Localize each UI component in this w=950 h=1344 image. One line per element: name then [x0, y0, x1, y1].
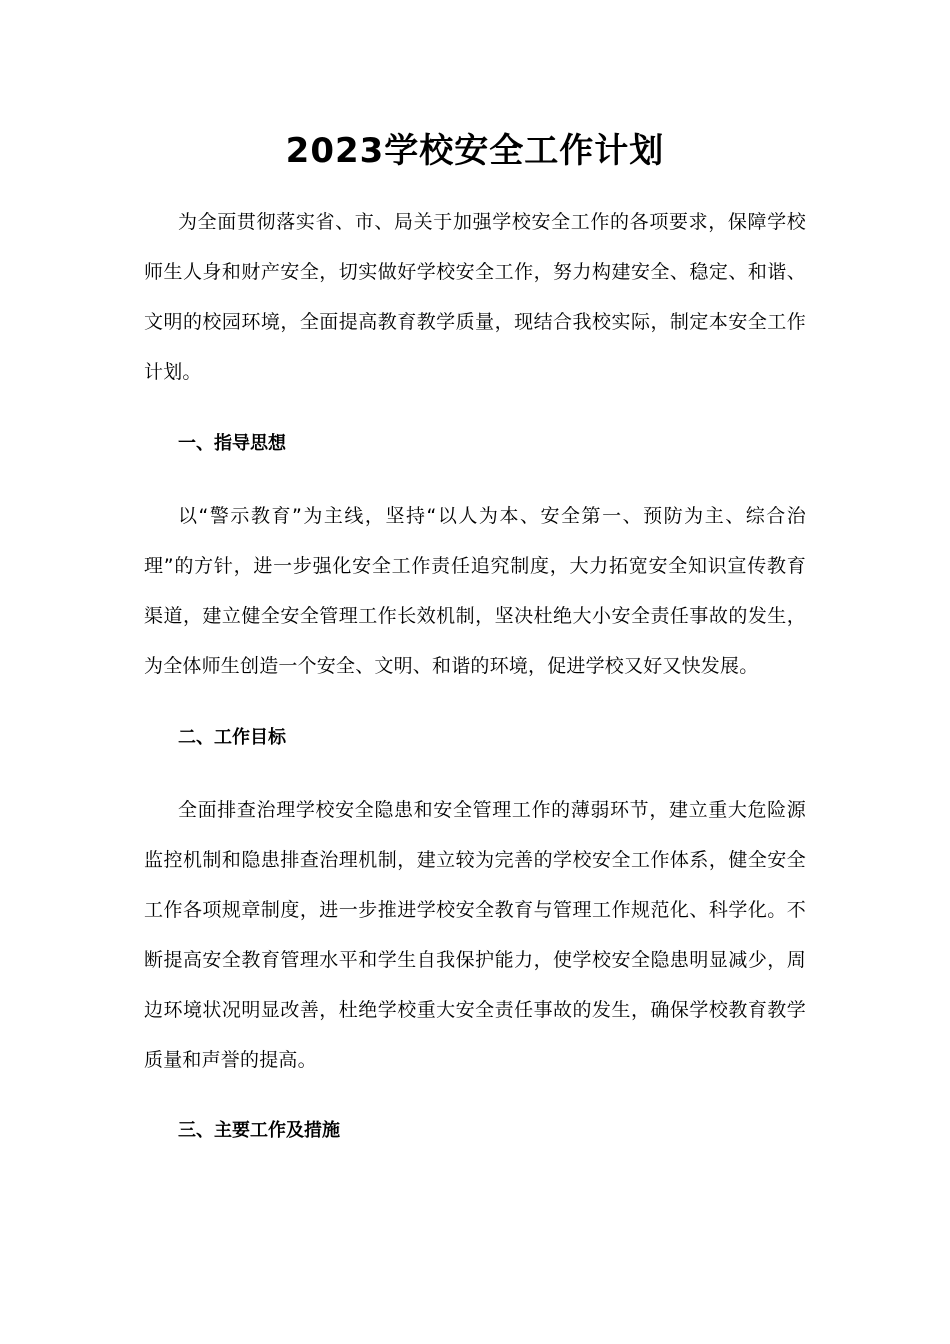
section-heading-work-goals: 二、工作目标: [178, 727, 286, 748]
section-body-work-goals: 全面排查治理学校安全隐患和安全管理工作的薄弱环节，建立重大危险源监控机制和隐患排查治理机制，建立较为完善的学校安全工作体系，健全安全工作各项规章制度，进一步推进学校安全教育与管理工作规范化、科学化。不断提高安全教育管理水平和学生自我保护能力，使学校安全隐患明显减少，周边环境状况明显改善，杜绝学校重大安全责任事故的发生，确保学校教育教学质量和声誉的提高。: [144, 799, 806, 1071]
section-body-guiding-ideology: 以“警示教育”为主线，坚持“以人为本、安全第一、预防为主、综合治理”的方针，进一步强化安全工作责任追究制度，大力拓宽安全知识宣传教育渠道，建立健全安全管理工作长效机制，坚决杜绝大小安全责任事故的发生，为全体师生创造一个安全、文明、和谐的环境，促进学校又好又快发展。: [144, 505, 806, 677]
intro-paragraph: 为全面贯彻落实省、市、局关于加强学校安全工作的各项要求，保障学校师生人身和财产安全，切实做好学校安全工作，努力构建安全、稳定、和谐、文明的校园环境，全面提高教育教学质量，现结合我校实际，制定本安全工作计划。: [144, 211, 806, 383]
section-heading-guiding-ideology: 一、指导思想: [178, 433, 286, 454]
section-heading-main-work-measures: 三、主要工作及措施: [178, 1120, 340, 1141]
document-title: 2023学校安全工作计划: [285, 131, 665, 171]
